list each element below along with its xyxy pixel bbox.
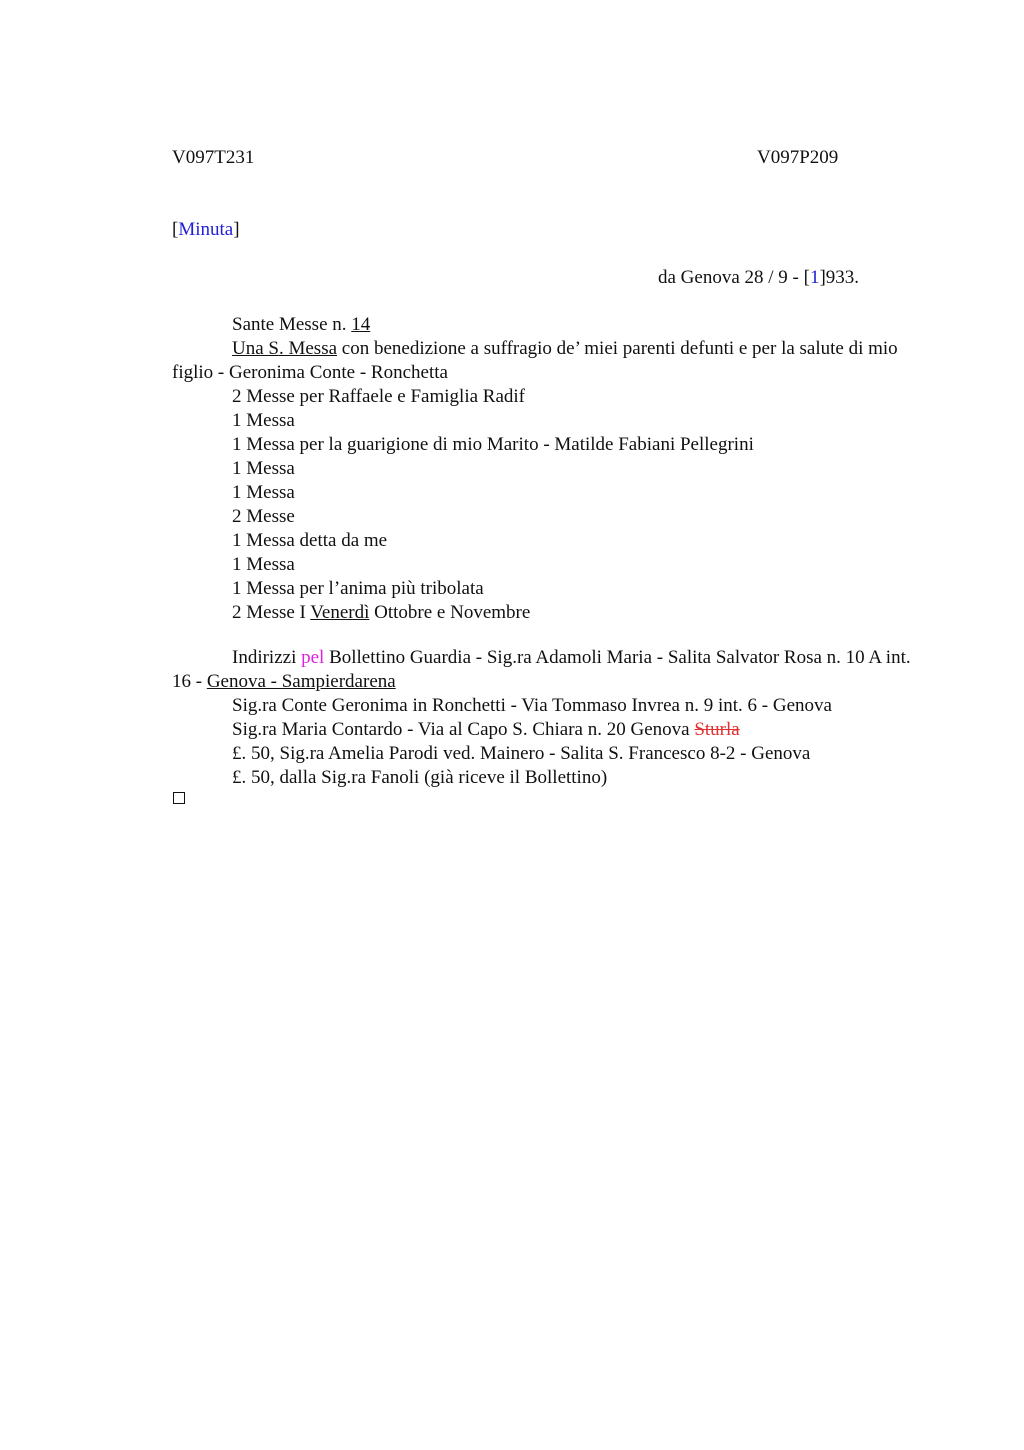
- address-struck-word: Sturla: [694, 719, 740, 740]
- address-line: £. 50, dalla Sig.ra Fanoli (già riceve il Bollettino): [232, 767, 608, 788]
- address-intro-rest: Bollettino Guardia - Sig.ra Adamoli Maria - Salita Salvator Rosa n. 10 A int. 16 -: [172, 647, 911, 692]
- addresses-section: [172, 646, 924, 790]
- mass-item: 2 Messe per Raffaele e Famiglia Radif: [232, 386, 525, 407]
- mass-last-entry: [172, 601, 924, 625]
- label-text: Minuta: [178, 219, 234, 240]
- square-marker-icon: [173, 792, 185, 804]
- mass-last-suffix: Ottobre e Novembre: [369, 602, 531, 623]
- label-open-bracket: [: [172, 219, 179, 240]
- document-code-left: V097T231: [172, 147, 255, 168]
- mass-item: 1 Messa per la guarigione di mio Marito - Matilde Fabiani Pellegrini: [232, 434, 754, 455]
- masses-title: [172, 313, 924, 337]
- address-line: Sig.ra Conte Geronima in Ronchetti - Via Tommaso Invrea n. 9 int. 6 - Genova: [232, 695, 832, 716]
- date-suffix: ]933.: [819, 267, 860, 288]
- mass-last-prefix: 2 Messe I: [232, 602, 311, 623]
- masses-count: 14: [351, 314, 371, 335]
- mass-item: 2 Messe: [232, 506, 295, 527]
- address-intro-prefix: Indirizzi: [232, 647, 302, 668]
- document-code-right: V097P209: [757, 147, 839, 168]
- document-type-label: [172, 218, 240, 242]
- mass-item: 1 Messa: [232, 554, 295, 575]
- mass-item: 1 Messa: [232, 482, 295, 503]
- masses-section: [172, 313, 924, 625]
- masses-title-prefix: Sante Messe n.: [232, 314, 352, 335]
- mass-last-underlined: Venerdì: [310, 602, 370, 623]
- mass-first-rest: con benedizione a suffragio de’ miei parenti defunti e per la salute di mio figlio - Geronima Conte - Ronchetta: [172, 338, 898, 383]
- address-line-struck: [172, 718, 924, 742]
- mass-first-entry: [172, 337, 924, 385]
- mass-item: 1 Messa: [232, 458, 295, 479]
- address-intro-underlined: Genova - Sampierdarena: [206, 671, 396, 692]
- mass-item: 1 Messa detta da me: [232, 530, 388, 551]
- date-digit: 1: [809, 267, 820, 288]
- address-intro-highlight: pel: [301, 647, 325, 668]
- mass-item: 1 Messa: [232, 410, 295, 431]
- label-close-bracket: ]: [233, 219, 240, 240]
- date-prefix: da Genova 28 / 9 - [: [658, 267, 810, 288]
- mass-first-underlined: Una S. Messa: [232, 338, 338, 359]
- mass-item: 1 Messa per l’anima più tribolata: [232, 578, 484, 599]
- address-line: £. 50, Sig.ra Amelia Parodi ved. Mainero - Salita S. Francesco 8-2 - Genova: [232, 743, 811, 764]
- date-line: [658, 266, 859, 290]
- address-intro: [172, 646, 924, 694]
- address-line3-prefix: Sig.ra Maria Contardo - Via al Capo S. Chiara n. 20 Genova: [232, 719, 695, 740]
